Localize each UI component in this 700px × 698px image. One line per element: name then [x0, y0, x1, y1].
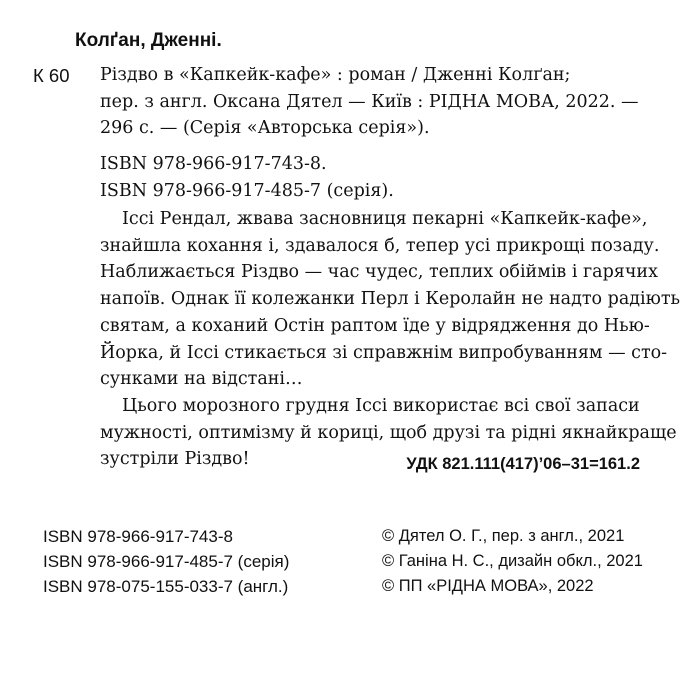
bib-line: 296 с. — (Серія «Авторська серія»).: [100, 118, 430, 138]
bottom-isbn: ISBN 978-075-155-033-7 (англ.): [43, 577, 289, 596]
annotation-line: сунками на відстані…: [100, 369, 303, 390]
annotation-line: Цього морозного грудня Іссі використає всі свої запаси: [122, 395, 640, 416]
copyright-line: © Дятел О. Г., пер. з англ., 2021: [382, 527, 625, 545]
bib-line: Різдво в «Капкейк-кафе» : роман / Дженні Колґан;: [100, 65, 571, 85]
annotation-line: Йорка, й Іссі стикається зі справжнім випробуванням — сто-: [100, 342, 668, 363]
isbn-line: ISBN 978-966-917-485-7 (серія).: [100, 181, 394, 201]
bottom-isbn: ISBN 978-966-917-485-7 (серія): [43, 552, 290, 571]
udk-code: УДК 821.111(417)’06–31=161.2: [406, 455, 640, 473]
annotation-line: святам, а коханий Остін раптом їде у відрядження до Нью-: [100, 315, 650, 336]
annotation-line: мужності, оптимізму й кориці, щоб друзі та рідні якнайкраще: [100, 422, 677, 443]
isbn-block: [100, 151, 394, 205]
annotation-line: Іссі Рендал, жвава засновниця пекарні «Капкейк-кафе»,: [122, 209, 648, 229]
classification-code: К 60: [33, 65, 70, 86]
annotation-line: знайшла кохання і, здавалося б, тепер усі прикрощі позаду.: [100, 235, 660, 256]
copyright-list: [382, 524, 643, 599]
bibliographic-description: [100, 62, 645, 142]
bottom-isbn: ISBN 978-966-917-743-8: [43, 527, 233, 546]
author-heading: Колґан, Дженні.: [75, 30, 222, 51]
annotation-line: напоїв. Однак її колежанки Перл і Керолайн не надто радіють: [100, 289, 681, 310]
copyright-line: © Ганіна Н. С., дизайн обкл., 2021: [382, 552, 643, 570]
bib-line: пер. з англ. Оксана Дятел — Київ : РІДНА МОВА, 2022. —: [100, 91, 639, 112]
annotation-line: Наближається Різдво — час чудес, теплих обіймів і гарячих: [100, 262, 658, 283]
annotation-line: зустріли Різдво!: [100, 449, 250, 470]
copyright-line: © ПП «РІДНА МОВА», 2022: [382, 577, 594, 595]
isbn-line: ISBN 978-966-917-743-8.: [100, 154, 327, 174]
annotation: [100, 206, 681, 473]
bottom-isbn-list: [43, 524, 289, 599]
